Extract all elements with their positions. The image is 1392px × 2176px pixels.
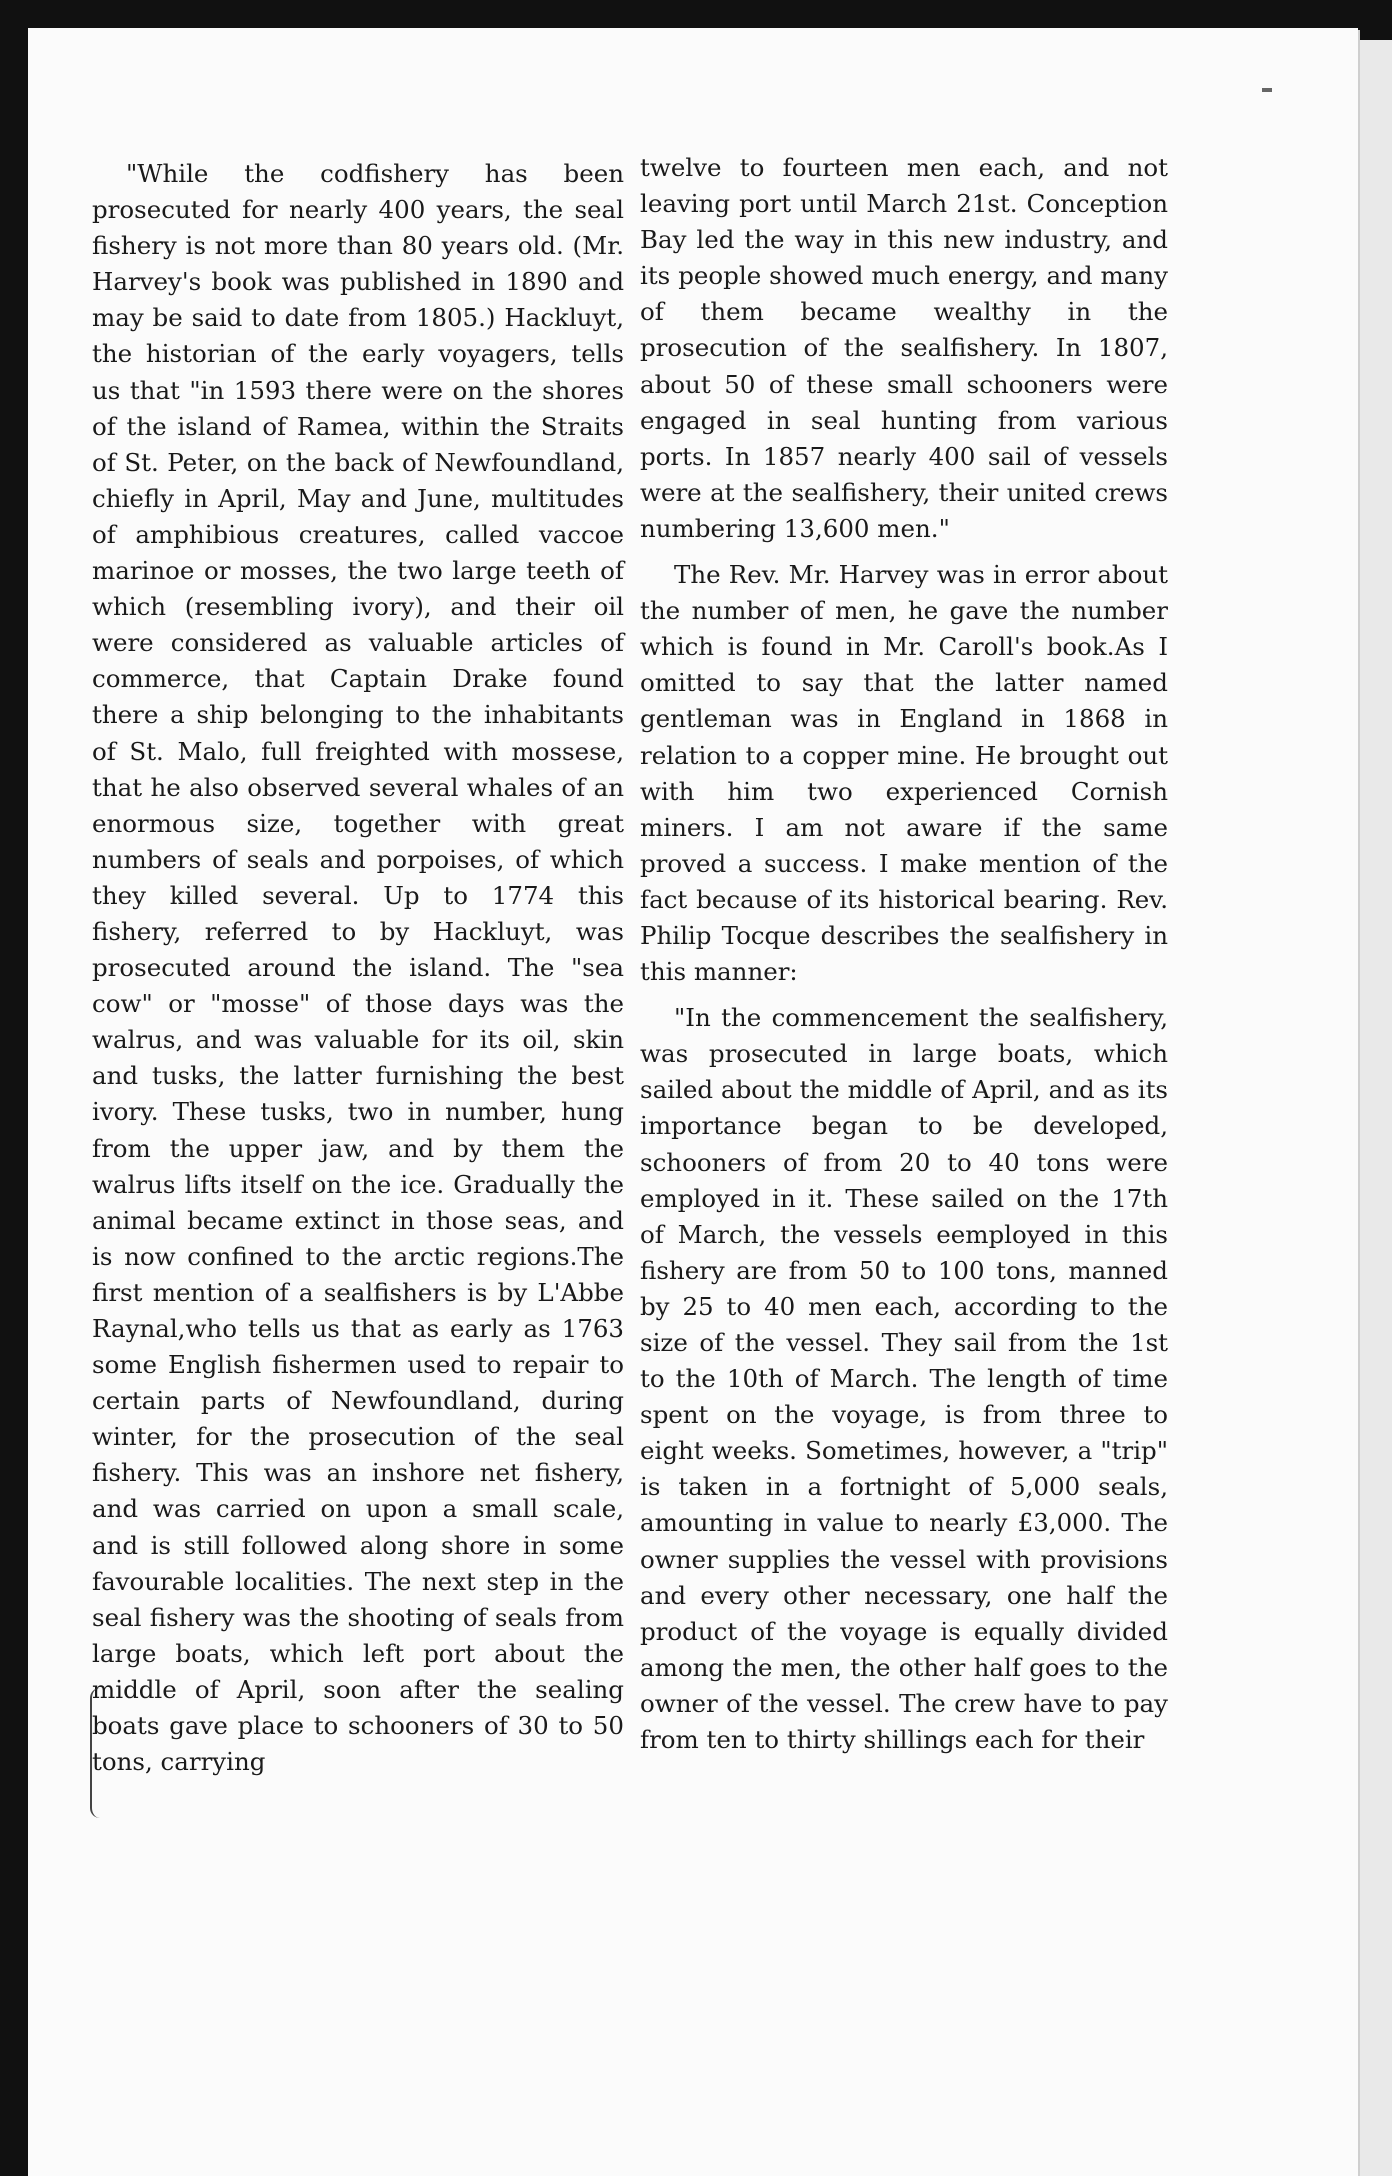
- right-paragraph-1: twelve to fourteen men each, and not leaving port until March 21st. Conception Bay led the way in this new industry, and its people showed much energy, and many of them became wealthy in the prosecution of the sealfishery. In 1807, about 50 of these small schooners were engaged in seal hunting from various ports. In 1857 nearly 400 sail of vessels were at the sealfishery, their united crews numbering 13,600 men.": [640, 153, 1168, 543]
- left-column: [92, 156, 624, 1780]
- left-paragraph-1: "While the codfishery has been prosecuted for nearly 400 years, the seal fishery is not more than 80 years old. (Mr. Harvey's book was published in 1890 and may be said to date from 1805.) Hackluyt, the historian of the early voyagers, tells us that "in 1593 there were on the shores of the island of Ramea, within the Straits of St. Peter, on the back of Newfoundland, chiefly in April, May and June, multitudes of amphibious creatures, called vaccoe marinoe or mosses, the two large teeth of which (resembling ivory), and their oil were considered as valuable articles of commerce, that Captain Drake found there a ship belonging to the inhabitants of St. Malo, full freighted with mossese, that he also observed several whales of an enormous size, together with great numbers of seals and porpoises, of which they killed several. Up to 1774 this fishery, referred to by Hackluyt, was prosecuted around the island. The "sea cow" or "mosse" of those days was the walrus, and was valuable for its oil, skin and tusks, the latter furnishing the best ivory. These tusks, two in number, hung from the upper jaw, and by them the walrus lifts itself on the ice. Gradually the animal became extinct in those seas, and is now confined to the arctic regions.The first mention of a sealfishers is by L'Abbe Raynal,who tells us that as early as 1763 some English fishermen used to repair to certain parts of Newfoundland, during winter, for the prosecution of the seal fishery. This was an inshore net fishery, and was carried on upon a small scale, and is still followed along shore in some favourable localities. The next step in the seal fishery was the shooting of seals from large boats, which left port about the middle of April, soon after the sealing boats gave place to schooners of 30 to 50 tons, carrying: [92, 159, 624, 1777]
- scan-speck: [1262, 88, 1272, 92]
- right-paragraph-3: "In the commencement the sealfishery, was prosecuted in large boats, which sailed about the middle of April, and as its importance began to be developed, schooners of from 20 to 40 tons were employed in it. These sailed on the 17th of March, the vessels eemployed in this fishery are from 50 to 100 tons, manned by 25 to 40 men each, according to the size of the vessel. They sail from the 1st to the 10th of March. The length of time spent on the voyage, is from three to eight weeks. Sometimes, however, a "trip" is taken in a fortnight of 5,000 seals, amounting in value to nearly £3,000. The owner supplies the vessel with provisions and every other necessary, one half the product of the voyage is equally divided among the men, the other half goes to the owner of the vessel. The crew have to pay from ten to thirty shillings each for their: [640, 1003, 1168, 1755]
- right-column: [640, 150, 1168, 1758]
- right-paragraph-2: The Rev. Mr. Harvey was in error about the number of men, he gave the number which is found in Mr. Caroll's book.As I omitted to say that the latter named gentleman was in England in 1868 in relation to a copper mine. He brought out with him two experienced Cornish miners. I am not aware if the same proved a success. I make mention of the fact because of its historical bearing. Rev. Philip Tocque describes the sealfishery in this manner:: [640, 560, 1168, 987]
- margin-bracket-mark: [90, 1688, 106, 1818]
